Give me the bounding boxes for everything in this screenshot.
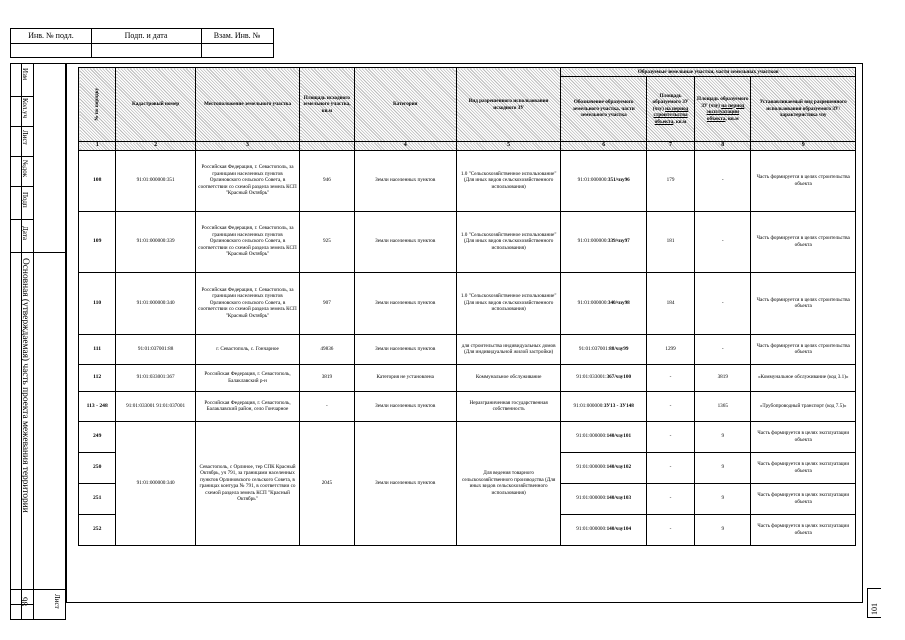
izm-label: Изм: [21, 68, 29, 81]
approval-stamp: [10, 28, 274, 58]
header-cadastral: Кадастровый номер: [116, 68, 195, 142]
data-label: Дата: [21, 226, 29, 240]
inv-podl-label: Инв. № подл.: [28, 31, 74, 40]
header-location: Местоположение земельного участка: [195, 68, 299, 142]
podp-label: Подп: [21, 192, 29, 208]
table-row: 111 91:01:037001:88 г. Севастополь, с. Гончарное 49836 Земли населенных пунктов для строительства индивидуальных домов (Для индивидуальной жилой застройки) 91:01:037001:88/чзу99 1299 - Часть формируется в целях строительства объекта: [79, 334, 856, 364]
header-area-orig: Площадь исходного земельного участка, кв.м: [300, 68, 354, 142]
table-row: 249 91:01:000000:340 Севастополь, с Орлиное, тер СПК Красный Октябрь, уч 791, за границами населенных пунктов Орлиновского сельского Совета, в границах контура № 791, в соответствии со схемой раздела земель КСП "Красный Октябрь" 2045 Земли населенных пунктов Для ведения товарного сельскохозяйственного производства (Для иных видов сельскохозяйственного использования) 91:01:000000:140/чзу101 - 9 Часть формируется в целях эксплуатации объекта: [79, 421, 856, 452]
page-number: 98: [19, 597, 29, 606]
document-title: Основная (утверждаемая) часть проекта межевания территории: [20, 258, 30, 513]
table-row: 113 - 248 91:01:033001 91:01:037001 Российская Федерация, г. Севастополь, Балаклавский район, село Гончарное - Земли населенных пунктов Неразграниченная государственная собственность 91:01:000000:ЗУ13 - ЗУ148 - 1365 «Трубопроводный транспорт (код 7.5)»: [79, 391, 856, 421]
header-group: Образуемые земельные участки, части земельных участков: [561, 68, 856, 77]
header-permitted-use: Вид разрешенного использования исходного ЗУ: [456, 68, 560, 142]
corner-page-number: 101: [870, 603, 879, 615]
table-row: 108 91:01:000000:351 Российская Федерация, г. Севастополь, за границами населенных пунктов Орлиновского сельского Совета, в соответствии со схемой раздела земель КСП "Красный Октябрь" 946 Земли населенных пунктов 1.0 "Сельскохозяйственное использование" (Для иных видов сельскохозяйственного использования) 91:01:000000:351/чзу96 179 - Часть формируется в целях строительства объекта: [79, 150, 856, 211]
land-plots-table: [78, 67, 856, 546]
table-row: 251 91:01:000000:140/чзу103 - 9 Часть формируется в целях эксплуатации объекта: [79, 483, 856, 514]
header-area-operation: Площадь образуемого ЗУ (чзу) на период эксплуатации объекта, кв.м: [695, 77, 751, 142]
header-area-construction: Площадь образуемого ЗУ (чзу) на период строительства объекта, кв.м: [647, 77, 695, 142]
corner-page-box: [867, 588, 881, 618]
kol-uch-label: Кол.уч: [21, 98, 29, 118]
table-row: 109 91:01:000000:339 Российская Федерация, г. Севастополь, за границами населенных пунктов Орлиновского сельского Совета, в соответствии со схемой раздела земель КСП "Красный Октябрь" 925 Земли населенных пунктов 1.0 "Сельскохозяйственное использование" (Для иных видов сельскохозяйственного использования) 91:01:000000:339/чзу97 181 - Часть формируется в целях строительства объекта: [79, 211, 856, 272]
vzam-inv-label: Взам. Инв. №: [213, 31, 261, 40]
table-row: 110 91:01:000000:340 Российская Федерация, г. Севастополь, за границами населенных пунктов Орлиновского сельского Совета, в соответствии со схемой раздела земель КСП "Красный Октябрь" 907 Земли населенных пунктов 1.0 "Сельскохозяйственное использование" (Для иных видов сельскохозяйственного использования) 91:01:000000:340/чзу98 184 - Часть формируется в целях строительства объекта: [79, 272, 856, 334]
sheet-label: Лист: [53, 594, 61, 609]
list-label: Лист: [21, 130, 29, 145]
podp-date-label: Подп. и дата: [124, 31, 168, 40]
header-category: Категория: [354, 68, 456, 142]
table-row: 250 91:01:000000:140/чзу102 - 9 Часть формируется в целях эксплуатации объекта: [79, 452, 856, 483]
ndok-label: №док: [21, 160, 29, 178]
header-designation: Обозначение образуемого земельного участка, части земельного участка: [561, 77, 647, 142]
table-row: 112 91:01:033001:367 Российская Федерация, г. Севастополь, Балаклавский р-н 3819 Категория не установлена Коммунальное обслуживание 91:01:033001:367/чзу100 - 3819 «Коммунальное обслуживание (код 3.1)»: [79, 364, 856, 391]
column-numbers-row: 1 2 3 4 5 6 7 8 9: [79, 142, 856, 151]
header-established-use: Устанавливаемый вид разрешенного использования образуемого ЗУ/характеристика чзу: [751, 77, 856, 142]
table-row: 252 91:01:000000:140/чзу104 - 9 Часть формируется в целях эксплуатации объекта: [79, 514, 856, 545]
header-num: № по порядку: [79, 68, 116, 142]
side-stamp: [10, 63, 66, 620]
